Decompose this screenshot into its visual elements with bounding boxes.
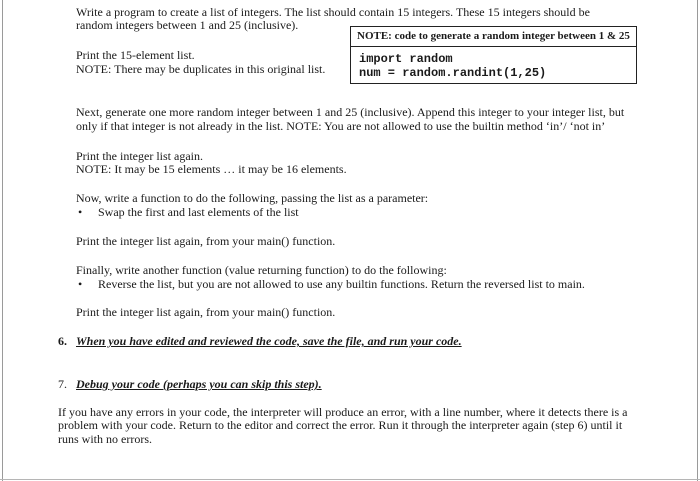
swap-intro: Now, write a function to do the following, passing the list as a parameter:: [76, 191, 429, 205]
code-line-import: import random: [359, 52, 453, 66]
note-box: [350, 26, 637, 84]
next-line-1: Next, generate one more random integer between 1 and 25 (inclusive). Append this integer to your integer list, but: [76, 105, 625, 119]
step-6-heading: [58, 334, 462, 348]
step-7-number: 7.: [58, 377, 67, 391]
print-list-line-1: Print the 15-element list.: [76, 48, 195, 62]
debug-line-1: If you have any errors in your code, the interpreter will produce an error, with a line number, where it detects there is a: [58, 405, 628, 419]
page-bottom-border: [0, 479, 700, 480]
debug-line-3: runs with no errors.: [58, 432, 152, 446]
next-line-2: only if that integer is not already in the list. NOTE: You are not allowed to use the builtin method ‘in’/ ‘not in’: [76, 119, 606, 133]
note-divider: [351, 46, 636, 47]
swap-bullet-icon: •: [78, 205, 83, 219]
print-again-1-line-1: Print the integer list again.: [76, 149, 203, 163]
reverse-bullet-icon: •: [78, 277, 83, 291]
print-list-line-2: NOTE: There may be duplicates in this original list.: [76, 62, 326, 76]
print-again-3: Print the integer list again, from your main() function.: [76, 305, 336, 319]
reverse-intro: Finally, write another function (value returning function) to do the following:: [76, 263, 447, 277]
reverse-bullet-text: Reverse the list, but you are not allowed to use any builtin functions. Return the reversed list to main.: [98, 277, 585, 291]
step-6-number: 6.: [58, 334, 67, 348]
debug-line-2: problem with your code. Return to the editor and correct the error. Run it through the interpreter again (step 6) until it: [58, 418, 623, 432]
page-left-border: [2, 0, 3, 481]
step-7-heading: [58, 377, 322, 391]
note-title: NOTE: code to generate a random integer between 1 & 25: [357, 30, 630, 42]
intro-line-2: random integers between 1 and 25 (inclusive).: [76, 18, 299, 32]
swap-bullet-text: Swap the first and last elements of the list: [98, 205, 299, 219]
page-right-border: [697, 0, 698, 481]
print-again-2: Print the integer list again, from your main() function.: [76, 234, 336, 248]
step-7-text: Debug your code (perhaps you can skip this step).: [76, 377, 322, 391]
print-again-1-line-2: NOTE: It may be 15 elements … it may be 16 elements.: [76, 162, 347, 176]
intro-line-1: Write a program to create a list of integers. The list should contain 15 integers. These 15 integers should be: [76, 5, 590, 19]
code-line-randint: num = random.randint(1,25): [359, 66, 547, 80]
step-6-text: When you have edited and reviewed the code, save the file, and run your code.: [76, 334, 462, 348]
